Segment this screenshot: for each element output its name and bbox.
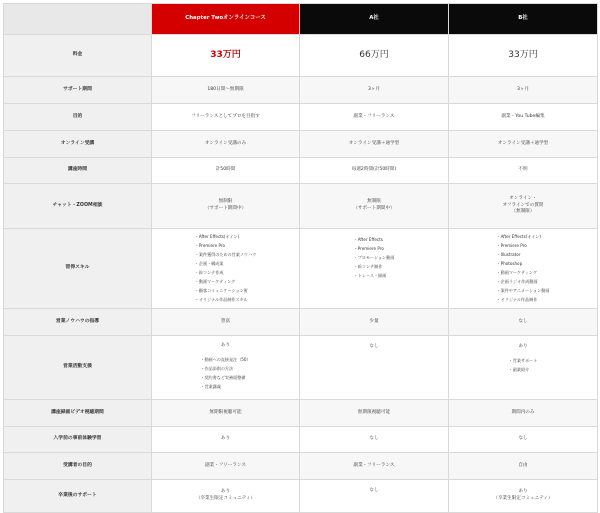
skills-list: [497, 232, 550, 304]
sales-support-list: [200, 355, 250, 391]
cell-company-a: 少量: [300, 309, 449, 336]
row-sales-know: [4, 309, 598, 336]
cell-line: 無制限: [367, 199, 381, 205]
cell-company-a: 副業・フリーランス: [300, 453, 449, 480]
cell-company-a: オンライン受講＋通学型: [300, 131, 449, 158]
row-label: 目的: [4, 104, 152, 131]
list-item: ・営業講義: [200, 384, 221, 389]
cell-chapter-two: [152, 184, 300, 229]
row-label: 受講者の目的: [4, 453, 152, 480]
row-label: 営業ノウハウの指導: [4, 309, 152, 336]
row-hours: [4, 158, 598, 184]
row-label: 料金: [4, 35, 152, 77]
cell-company-b: [449, 184, 598, 229]
cell-company-b: 不明: [449, 158, 598, 184]
list-item: ・営業サポート: [508, 357, 538, 363]
sales-support-list: [509, 356, 538, 374]
list-item: ・プロモーション動画: [353, 255, 395, 260]
cell-line: （サポート期間中）: [353, 206, 395, 211]
cell-company-a: なし: [300, 480, 449, 513]
cell-company-b: なし: [449, 309, 598, 336]
list-item: ・After Effects: [353, 237, 383, 242]
list-item: ・絵コンテ作成: [194, 270, 224, 276]
cell-company-a: 毎週2時間(計50時間): [300, 158, 449, 184]
row-chat: [4, 184, 598, 229]
cell-company-b: 期間内のみ: [449, 400, 598, 427]
list-item: ・案件獲得のための営業ノウハウ: [194, 252, 257, 258]
cell-line: （卒業生限定コミュニティ）: [195, 496, 256, 501]
cell-company-b: [449, 336, 598, 400]
list-item: ・動画マーケティング: [496, 270, 538, 276]
list-item: ・オリジナル作品制作スキル: [194, 297, 248, 303]
list-item: ・Photoshop: [496, 261, 523, 267]
row-label: チャット・ZOOM相談: [4, 184, 152, 229]
list-item: ・Premiere Pro: [194, 243, 225, 249]
row-price: [4, 35, 598, 77]
header-chapter-two: Chapter Twoオンラインコース: [152, 4, 300, 35]
list-item: ・動画マーケティング: [194, 279, 236, 285]
row-goal: [4, 104, 598, 131]
cell-company-a: なし: [300, 336, 449, 400]
row-label: 入学前の事前体験学習: [4, 427, 152, 453]
cell-chapter-two: あり: [152, 427, 300, 453]
cell-company-b: [449, 229, 598, 309]
list-item: ・トレース・描画: [353, 273, 387, 278]
row-support-period: [4, 77, 598, 104]
list-item: ・契約書など実務面整備: [200, 375, 246, 380]
cell-line: あり: [518, 489, 528, 495]
skills-list: [354, 235, 395, 280]
list-item: ・Premiere Pro: [353, 246, 384, 251]
cell-chapter-two: 180日間〜無期限: [152, 77, 300, 104]
cell-chapter-two: オンライン受講のみ: [152, 131, 300, 158]
cell-company-b: 自由: [449, 453, 598, 480]
cell-company-a: 無期限視聴可能: [300, 400, 449, 427]
header-company-a: A社: [300, 4, 449, 35]
cell-chapter-two: [152, 229, 300, 309]
cell-line: あり: [220, 343, 231, 349]
list-item: ・動画への直接発注（50）: [200, 357, 251, 362]
row-label: 講座時間: [4, 158, 152, 184]
cell-chapter-two: 豊富: [152, 309, 300, 336]
header-company-b: B社: [449, 4, 598, 35]
cell-company-a: [300, 184, 449, 229]
row-online: [4, 131, 598, 158]
skills-list: [195, 232, 256, 304]
cell-company-a: なし: [300, 427, 449, 453]
list-item: ・企画ラジオ作成動画: [496, 279, 538, 285]
list-item: ・オリジナル作品制作: [496, 297, 538, 303]
cell-line: 無制限: [218, 199, 233, 205]
cell-company-b: 3ヶ月: [449, 77, 598, 104]
cell-chapter-two: [152, 336, 300, 400]
row-skills: [4, 229, 598, 309]
cell-line: （卒業生限定コミュニティ）: [493, 496, 553, 501]
cell-chapter-two: [152, 480, 300, 513]
cell-chapter-two: フリーランスとしてプロを目指す: [152, 104, 300, 131]
price-chapter-two: 33万円: [152, 35, 300, 77]
header-row: [4, 4, 598, 35]
cell-company-a: 3ヶ月: [300, 77, 449, 104]
row-label: サポート期間: [4, 77, 152, 104]
cell-company-a: [300, 229, 449, 309]
list-item: ・After Effects(オイン): [496, 234, 541, 240]
row-video: [4, 400, 598, 427]
cell-line: あり: [518, 344, 528, 349]
list-item: ・企画・構成案: [194, 261, 224, 267]
cell-company-b: なし: [449, 427, 598, 453]
cell-chapter-two: 無期限視聴可能: [152, 400, 300, 427]
comparison-table-wrapper: [3, 3, 597, 513]
row-after: [4, 480, 598, 513]
row-label: 講座録画ビデオ視聴期間: [4, 400, 152, 427]
row-label: 卒業後のサポート: [4, 480, 152, 513]
row-label: オンライン受講: [4, 131, 152, 158]
cell-line: あり: [220, 489, 231, 495]
row-sales-support: [4, 336, 598, 400]
list-item: ・Premiere Pro: [496, 243, 527, 249]
cell-company-b: [449, 480, 598, 513]
header-corner: [4, 4, 152, 35]
row-label: 営業活動支援: [4, 336, 152, 400]
price-company-a: 66万円: [300, 35, 449, 77]
cell-line: オフラインでの質問: [502, 202, 544, 208]
cell-chapter-two: 副業・フリーランス: [152, 453, 300, 480]
cell-line: （サポート期間中）: [204, 206, 247, 211]
cell-chapter-two: 計50時間: [152, 158, 300, 184]
cell-company-a: 副業・フリーランス: [300, 104, 449, 131]
row-label: 習得スキル: [4, 229, 152, 309]
comparison-table: [3, 3, 598, 513]
list-item: ・顧客コミュニケーション術: [194, 288, 248, 294]
list-item: ・作品添削の方法: [200, 366, 234, 371]
price-company-b: 33万円: [449, 35, 598, 77]
cell-company-b: 副業・You Tube編集: [449, 104, 598, 131]
cell-line: オンライン・: [509, 196, 537, 202]
row-student-goal: [4, 453, 598, 480]
list-item: ・Illustrator: [496, 252, 521, 258]
cell-line: （無制限）: [511, 209, 535, 215]
list-item: ・After Effects(オイン): [194, 234, 240, 240]
list-item: ・絵コンテ制作: [353, 264, 383, 269]
list-item: ・案件やアニメーション動画: [496, 288, 550, 294]
list-item: ・副業紹介: [508, 366, 530, 372]
cell-company-b: オンライン受講＋通学型: [449, 131, 598, 158]
row-trial: [4, 427, 598, 453]
